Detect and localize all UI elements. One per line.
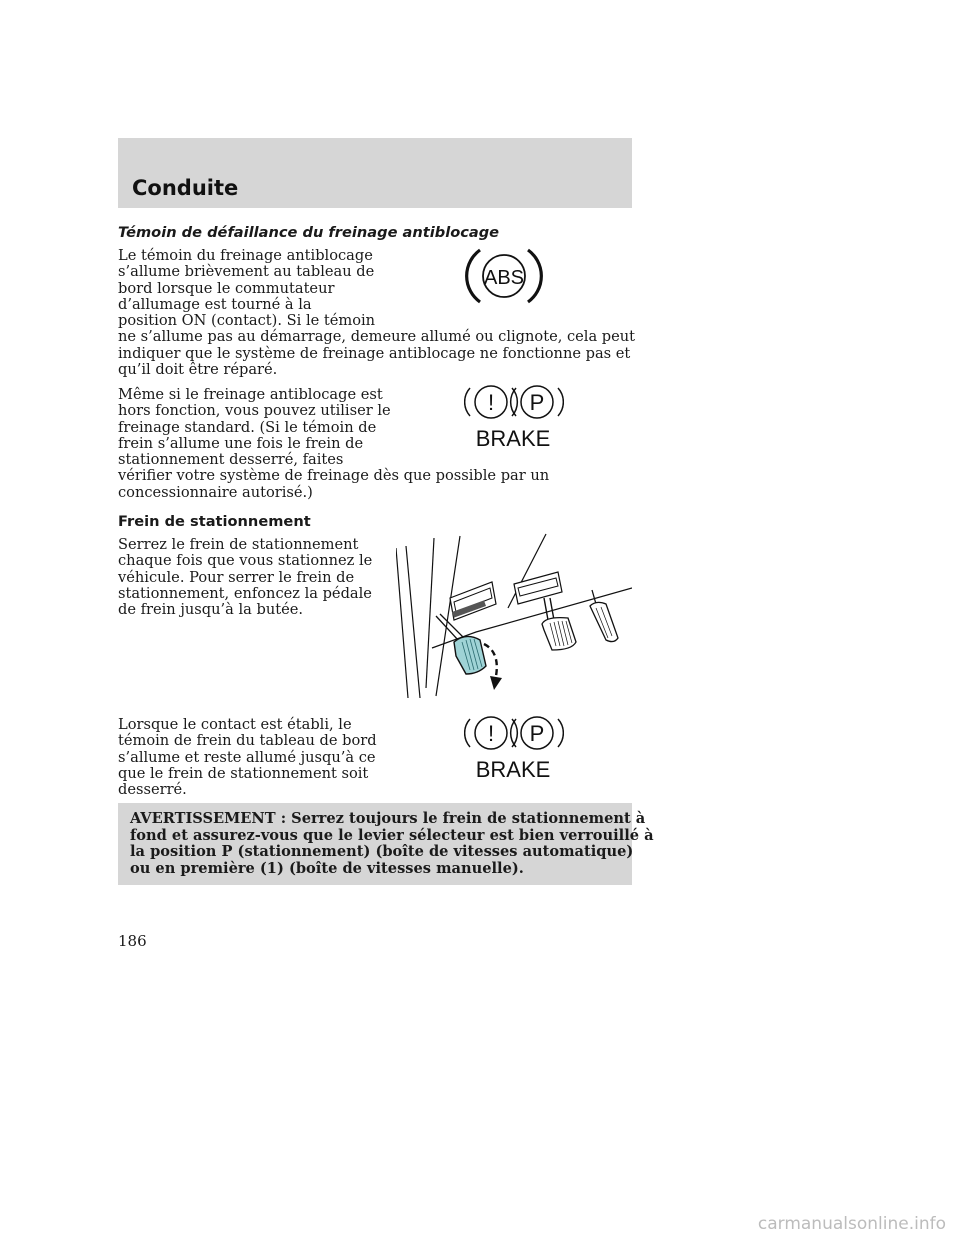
text-line: qu’il doit être réparé. <box>118 361 278 379</box>
p-letter: P <box>529 721 545 746</box>
exclamation-mark: ! <box>487 390 495 415</box>
warning-line: fond et assurez-vous que le levier sélecteur est bien verrouillé à <box>130 826 654 844</box>
text-line: véhicule. Pour serrer le frein de <box>118 568 355 586</box>
parking-brake-paragraph <box>118 537 372 618</box>
text-line: que le frein de stationnement soit <box>118 764 369 782</box>
brake-label: BRAKE <box>475 757 551 782</box>
warning-box <box>118 803 654 885</box>
text-line: Même si le freinage antiblocage est <box>118 386 383 403</box>
text-line: s’allume et reste allumé jusqu’à ce <box>118 748 376 766</box>
parking-brake-pedal-illustration <box>396 528 632 698</box>
text-line: position ON (contact). Si le témoin <box>118 312 376 330</box>
text-line: vérifier votre système de freinage dès que possible par un <box>118 467 550 485</box>
page-number: 186 <box>118 932 147 950</box>
parking-brake-heading: Frein de stationnement <box>118 513 311 530</box>
abs-heading: Témoin de défaillance du freinage antiblocage <box>118 224 500 241</box>
contact-paragraph <box>118 717 377 798</box>
text-line: chaque fois que vous stationnez le <box>118 552 373 570</box>
text-line: indiquer que le système de freinage antiblocage ne fonctionne pas et <box>118 344 631 362</box>
abs-warning-icon <box>464 244 544 308</box>
text-line: Le témoin du freinage antiblocage <box>118 247 373 264</box>
warning-line: AVERTISSEMENT : Serrez toujours le frein de stationnement à <box>130 810 646 827</box>
section-title: Conduite <box>132 176 239 200</box>
brake-warning-icon <box>464 382 564 452</box>
brake-warning-icon <box>464 713 564 783</box>
text-line: concessionnaire autorisé.) <box>118 483 313 501</box>
text-line: desserré. <box>118 781 187 799</box>
text-line: d’allumage est tourné à la <box>118 295 312 313</box>
text-line: s’allume brièvement au tableau de <box>118 263 375 281</box>
text-line: stationnement desserré, faites <box>118 451 344 469</box>
exclamation-mark: ! <box>487 721 495 746</box>
brake-label: BRAKE <box>475 426 551 451</box>
abs-paragraph <box>118 248 635 378</box>
section-header-band <box>118 138 632 208</box>
text-line: témoin de frein du tableau de bord <box>118 732 377 750</box>
text-line: bord lorsque le commutateur <box>118 279 335 297</box>
text-line: hors fonction, vous pouvez utiliser le <box>118 402 391 420</box>
text-line: de frein jusqu’à la butée. <box>118 601 303 619</box>
text-line: frein s’allume une fois le frein de <box>118 434 364 452</box>
p-letter: P <box>529 390 545 415</box>
abs-icon-label: ABS <box>483 267 525 289</box>
warning-line: la position P (stationnement) (boîte de vitesses automatique) <box>130 843 634 861</box>
text-line: stationnement, enfoncez la pédale <box>118 584 372 602</box>
text-line: freinage standard. (Si le témoin de <box>118 418 377 436</box>
text-line: Serrez le frein de stationnement <box>118 536 359 553</box>
warning-line: ou en première (1) (boîte de vitesses manuelle). <box>130 859 524 877</box>
text-line: Lorsque le contact est établi, le <box>118 716 352 733</box>
text-line: ne s’allume pas au démarrage, demeure allumé ou clignote, cela peut <box>118 328 636 346</box>
watermark-text: carmanualsonline.info <box>757 1214 946 1234</box>
warning-text <box>130 811 654 877</box>
